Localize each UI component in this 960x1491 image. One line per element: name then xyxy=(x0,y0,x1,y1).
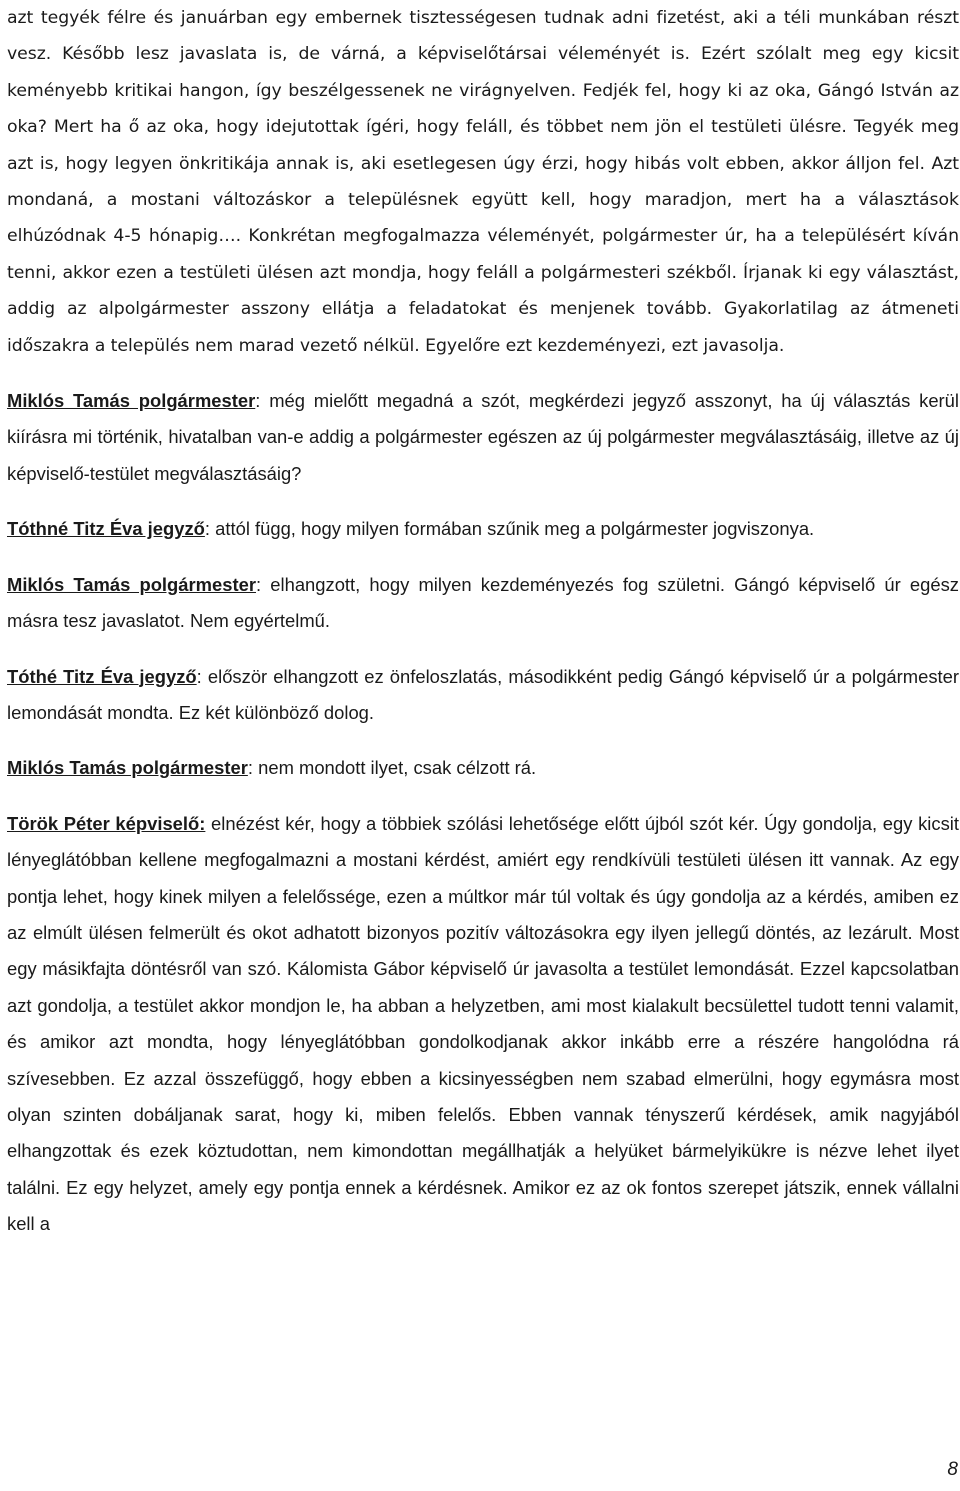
page-number: 8 xyxy=(947,1459,958,1480)
paragraph-text: azt tegyék félre és januárban egy embernek tisztességesen tudnak adni fizetést, aki a téli munkában részt vesz. Később lesz javaslata is, de várná, a képviselőtársai véleményét is. Ezért szólalt meg egy kicsit keményebb kritikai hangon, így beszélgessenek ne virágnyelven. Fedjék fel, hogy ki az oka, Gángó István az oka? Mert ha ő az oka, hogy idejutottak ígéri, hogy feláll, és többet nem jön el testületi ülésre. Tegyék meg azt is, hogy legyen önkritikája annak is, aki esetlegesen úgy érzi, hogy hibás volt ebben, akkor álljon fel. Azt mondaná, a mostani változáskor a településnek együtt kell, hogy maradjon, mert ha a választások elhúzódnak 4-5 hónapig…. Konkrétan megfogalmazza véleményét, polgármester úr, ha a településért kíván tenni, akkor ezen a testületi ülésen azt mondja, hogy feláll a polgármesteri székből. Írjanak ki egy választást, addig az alpolgármester asszony ellátja a feladatokat és menjenek tovább. Gyakorlatilag az átmeneti időszakra a település nem marad vezető nélkül. Egyelőre ezt kezdeményezi, ezt javasolja. xyxy=(7,8,959,356)
paragraph-text: elnézést kér, hogy a többiek szólási lehetősége előtt újból szót kér. Úgy gondolja, egy kicsit lényeglátóbban kellene megfogalmazni a mostani kérdést, amiért egy rendkívüli testületi ülésen itt vannak. Az egy pontja lehet, hogy kinek milyen a felelőssége, ezen a múltkor már túl voltak és úgy gondolja az a kérdés, amiben ez az elmúlt ülésen felmerült és okot adhatott bizonyos pozitív változásokra egy ilyen jellegű döntés, az lezárult. Most egy másikfajta döntésről van szó. Kálomista Gábor képviselő úr javasolta a testület lemondását. Ezzel kapcsolatban azt gondolja, a testület akkor mondjon le, ha abban a helyzetben, ami most kialakult becsülettel tudott tenni valamit, és amikor azt mondta, hogy lényeglátóbban gondolkodjanak akkor inkább erre a részére hangolódna rá szívesebben. Ez azzal összefüggő, hogy ebben a kicsinyességben nem szabad elmerülni, hogy egymásra most olyan szinten dobáljanak sarat, hogy ki, miben felelős. Ebben vannak tényszerű kérdések, amik nagyjából elhangzottak és ezek köztudottan, nem kimondottan megállhatják a helyüket bármelyikükre is nézve lehet ilyet találni. Ez egy helyzet, amely egy pontja ennek a kérdésnek. Amikor ez az ok fontos szerepet játszik, ennek vállalni kell a xyxy=(7,812,959,1235)
speaker-name: Török Péter képviselő: xyxy=(7,812,206,834)
paragraph-text: először elhangzott ez önfeloszlatás, másodikként pedig Gángó képviselő úr a polgármester lemondását mondta. Ez két különböző dolog. xyxy=(7,665,959,723)
paragraph-notary-answer xyxy=(7,511,959,547)
speaker-name: Miklós Tamás polgármester xyxy=(7,390,256,412)
speaker-name: Tóthné Titz Éva jegyző xyxy=(7,518,205,540)
document-page xyxy=(7,0,959,1243)
paragraph-text: elhangzott, hogy milyen kezdeményezés fog születni. Gángó képviselő úr egész másra tesz javaslatot. Nem egyértelmű. xyxy=(7,573,959,632)
speaker-name: Miklós Tamás polgármester xyxy=(7,757,248,779)
paragraph-torok-statement xyxy=(7,806,959,1243)
speaker-separator: : xyxy=(255,573,262,595)
speaker-separator: : xyxy=(196,665,202,687)
speaker-separator: : xyxy=(255,390,261,412)
paragraph-mayor-question xyxy=(7,383,959,492)
paragraph-text: még mielőtt megadná a szót, megkérdezi jegyző asszonyt, ha új választás kerül kiírásra mi történik, hivatalban van-e addig a polgármester egészen az új polgármester megválasztásáig, illetve az új képviselő-testület megválasztásáig? xyxy=(7,390,959,484)
paragraph-notary-clarification xyxy=(7,659,959,732)
paragraph-gango-continuation xyxy=(7,0,959,364)
paragraph-mayor-denial xyxy=(7,750,959,786)
speaker-separator: : xyxy=(204,518,211,540)
speaker-name: Tóthé Titz Éva jegyző xyxy=(7,665,197,687)
speaker-name: Miklós Tamás polgármester xyxy=(7,573,256,595)
paragraph-mayor-reply xyxy=(7,567,959,640)
paragraph-text: attól függ, hogy milyen formában szűnik meg a polgármester jogviszonya. xyxy=(210,518,815,540)
speaker-separator: : xyxy=(247,757,253,779)
paragraph-text: nem mondott ilyet, csak célzott rá. xyxy=(253,757,537,779)
